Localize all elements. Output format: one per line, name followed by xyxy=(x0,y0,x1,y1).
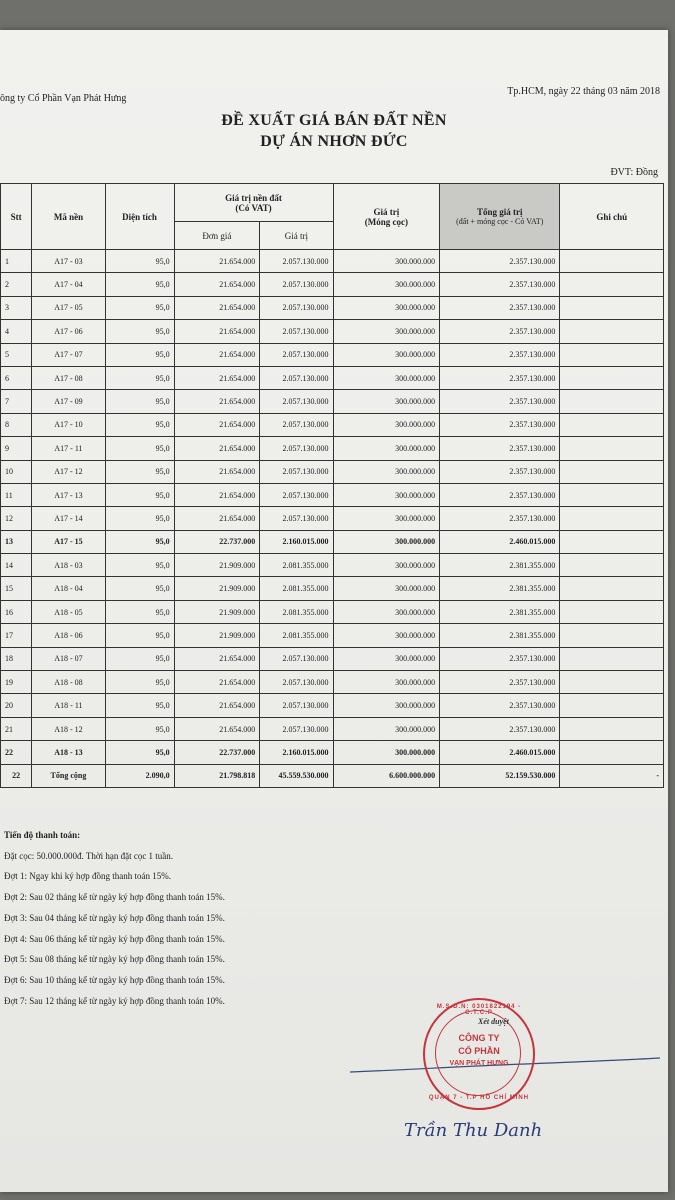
table-row xyxy=(1,437,664,460)
row-ma-nen: A17 - 06 xyxy=(32,320,105,343)
total-label: Tổng cộng xyxy=(32,764,105,787)
signer-name: Trần Thu Danh xyxy=(404,1120,543,1141)
row-don-gia: 21.654.000 xyxy=(174,671,260,694)
row-tong-gia-tri: 2.357.130.000 xyxy=(440,390,560,413)
row-ghi-chu xyxy=(560,717,664,740)
row-stt: 8 xyxy=(1,413,32,436)
row-don-gia: 21.654.000 xyxy=(174,250,260,273)
row-don-gia: 21.654.000 xyxy=(174,390,260,413)
row-mong-coc: 300.000.000 xyxy=(333,273,440,296)
row-dien-tich: 95,0 xyxy=(105,647,174,670)
row-stt: 22 xyxy=(1,741,32,764)
seal-ring-text: M.S.D.N: 0301822194 - C.T.C.P xyxy=(436,1004,522,1016)
row-dien-tich: 95,0 xyxy=(105,577,174,600)
row-stt: 9 xyxy=(1,437,32,460)
row-dien-tich: 95,0 xyxy=(105,717,174,740)
row-ghi-chu xyxy=(560,647,664,670)
row-mong-coc: 300.000.000 xyxy=(333,530,440,553)
row-dien-tich: 95,0 xyxy=(105,600,174,623)
row-ghi-chu xyxy=(560,366,664,389)
row-don-gia: 21.654.000 xyxy=(174,413,260,436)
row-don-gia: 21.654.000 xyxy=(174,694,260,717)
row-mong-coc: 300.000.000 xyxy=(333,577,440,600)
row-ma-nen: A18 - 07 xyxy=(32,647,105,670)
table-row xyxy=(1,741,664,764)
header-gia-tri: Giá trị xyxy=(260,222,333,250)
row-ghi-chu xyxy=(560,741,664,764)
row-mong-coc: 300.000.000 xyxy=(333,694,440,717)
row-ghi-chu xyxy=(560,507,664,530)
row-mong-coc: 300.000.000 xyxy=(333,717,440,740)
row-ghi-chu xyxy=(560,600,664,623)
row-don-gia: 21.654.000 xyxy=(174,647,260,670)
row-tong-gia-tri: 2.357.130.000 xyxy=(440,647,560,670)
seal-line-1: CÔNG TY xyxy=(458,1033,500,1043)
row-mong-coc: 300.000.000 xyxy=(333,507,440,530)
payment-line: Đợt 4: Sau 06 tháng kể từ ngày ký hợp đồng thanh toán 15%. xyxy=(4,933,225,944)
row-ghi-chu xyxy=(560,273,664,296)
row-tong-gia-tri: 2.460.015.000 xyxy=(440,741,560,764)
row-gia-tri: 2.057.130.000 xyxy=(260,250,333,273)
row-don-gia: 21.909.000 xyxy=(174,554,260,577)
row-dien-tich: 95,0 xyxy=(105,250,174,273)
table-row xyxy=(1,483,664,506)
row-gia-tri: 2.057.130.000 xyxy=(260,694,333,717)
table-row xyxy=(1,413,664,436)
row-ghi-chu xyxy=(560,460,664,483)
row-don-gia: 21.654.000 xyxy=(174,460,260,483)
row-ghi-chu xyxy=(560,343,664,366)
header-tong-gia-tri xyxy=(440,184,560,250)
row-mong-coc: 300.000.000 xyxy=(333,600,440,623)
table-row xyxy=(1,530,664,553)
row-tong-gia-tri: 2.357.130.000 xyxy=(440,671,560,694)
approval-label: Xét duyệt xyxy=(478,1017,509,1026)
table-row xyxy=(1,366,664,389)
row-ma-nen: A18 - 04 xyxy=(32,577,105,600)
row-don-gia: 21.654.000 xyxy=(174,343,260,366)
row-don-gia: 21.654.000 xyxy=(174,366,260,389)
row-gia-tri: 2.057.130.000 xyxy=(260,647,333,670)
row-ghi-chu xyxy=(560,694,664,717)
row-stt: 6 xyxy=(1,366,32,389)
price-table xyxy=(0,183,664,788)
row-dien-tich: 95,0 xyxy=(105,390,174,413)
header-mong-coc xyxy=(333,184,440,250)
row-don-gia: 21.654.000 xyxy=(174,437,260,460)
seal-ring-bottom: QUẬN 7 - T.P HỒ CHÍ MINH xyxy=(428,1095,530,1101)
row-tong-gia-tri: 2.357.130.000 xyxy=(440,460,560,483)
row-stt: 21 xyxy=(1,717,32,740)
row-ma-nen: A17 - 05 xyxy=(32,296,105,319)
company-seal xyxy=(423,998,535,1110)
total-mong-coc: 6.600.000.000 xyxy=(333,764,440,787)
table-row xyxy=(1,577,664,600)
row-don-gia: 22.737.000 xyxy=(174,741,260,764)
payment-line: Đợt 6: Sau 10 tháng kể từ ngày ký hợp đồng thanh toán 15%. xyxy=(4,974,225,985)
row-tong-gia-tri: 2.357.130.000 xyxy=(440,483,560,506)
row-tong-gia-tri: 2.357.130.000 xyxy=(440,273,560,296)
row-don-gia: 21.654.000 xyxy=(174,320,260,343)
row-don-gia: 22.737.000 xyxy=(174,530,260,553)
row-dien-tich: 95,0 xyxy=(105,554,174,577)
header-don-gia: Đơn giá xyxy=(174,222,260,250)
row-stt: 10 xyxy=(1,460,32,483)
row-ma-nen: A17 - 11 xyxy=(32,437,105,460)
row-mong-coc: 300.000.000 xyxy=(333,741,440,764)
total-ghi-chu: - xyxy=(560,764,664,787)
row-ghi-chu xyxy=(560,413,664,436)
row-ma-nen: A18 - 08 xyxy=(32,671,105,694)
row-dien-tich: 95,0 xyxy=(105,343,174,366)
row-gia-tri: 2.057.130.000 xyxy=(260,717,333,740)
row-dien-tich: 95,0 xyxy=(105,413,174,436)
date-line: Tp.HCM, ngày 22 tháng 03 năm 2018 xyxy=(507,86,660,97)
row-ma-nen: A17 - 09 xyxy=(32,390,105,413)
table-row xyxy=(1,624,664,647)
row-tong-gia-tri: 2.357.130.000 xyxy=(440,437,560,460)
row-ma-nen: A18 - 12 xyxy=(32,717,105,740)
row-stt: 2 xyxy=(1,273,32,296)
row-dien-tich: 95,0 xyxy=(105,671,174,694)
row-gia-tri: 2.057.130.000 xyxy=(260,320,333,343)
row-gia-tri: 2.057.130.000 xyxy=(260,437,333,460)
header-ma-nen: Mã nền xyxy=(32,184,105,250)
row-mong-coc: 300.000.000 xyxy=(333,390,440,413)
row-gia-tri: 2.057.130.000 xyxy=(260,390,333,413)
table-row xyxy=(1,390,664,413)
table-row xyxy=(1,343,664,366)
row-gia-tri: 2.057.130.000 xyxy=(260,460,333,483)
row-ma-nen: A17 - 04 xyxy=(32,273,105,296)
row-ma-nen: A17 - 13 xyxy=(32,483,105,506)
payment-schedule xyxy=(4,825,225,1011)
total-row xyxy=(1,764,664,787)
row-tong-gia-tri: 2.381.355.000 xyxy=(440,577,560,600)
table-row xyxy=(1,250,664,273)
row-stt: 20 xyxy=(1,694,32,717)
table-row xyxy=(1,717,664,740)
row-mong-coc: 300.000.000 xyxy=(333,320,440,343)
row-ghi-chu xyxy=(560,250,664,273)
row-stt: 16 xyxy=(1,600,32,623)
payment-line: Đợt 7: Sau 12 tháng kể từ ngày ký hợp đồng thanh toán 10%. xyxy=(4,995,225,1006)
row-stt: 19 xyxy=(1,671,32,694)
row-dien-tich: 95,0 xyxy=(105,694,174,717)
row-mong-coc: 300.000.000 xyxy=(333,250,440,273)
row-ma-nen: A18 - 03 xyxy=(32,554,105,577)
row-gia-tri: 2.081.355.000 xyxy=(260,600,333,623)
header-stt: Stt xyxy=(1,184,32,250)
row-gia-tri: 2.081.355.000 xyxy=(260,577,333,600)
payment-line: Đợt 5: Sau 08 tháng kể từ ngày ký hợp đồng thanh toán 15%. xyxy=(4,954,225,965)
seal-line-2: CỔ PHẦN xyxy=(458,1046,500,1056)
row-ma-nen: A17 - 15 xyxy=(32,530,105,553)
row-mong-coc: 300.000.000 xyxy=(333,460,440,483)
row-don-gia: 21.654.000 xyxy=(174,273,260,296)
row-stt: 12 xyxy=(1,507,32,530)
row-stt: 1 xyxy=(1,250,32,273)
table-row xyxy=(1,671,664,694)
row-ghi-chu xyxy=(560,577,664,600)
row-tong-gia-tri: 2.357.130.000 xyxy=(440,343,560,366)
header-gia-tri-nen-dat-label: Giá trị nền đất xyxy=(225,192,282,203)
row-dien-tich: 95,0 xyxy=(105,507,174,530)
row-dien-tich: 95,0 xyxy=(105,437,174,460)
row-tong-gia-tri: 2.357.130.000 xyxy=(440,694,560,717)
row-mong-coc: 300.000.000 xyxy=(333,437,440,460)
row-stt: 7 xyxy=(1,390,32,413)
table-row xyxy=(1,296,664,319)
row-mong-coc: 300.000.000 xyxy=(333,483,440,506)
row-stt: 14 xyxy=(1,554,32,577)
row-tong-gia-tri: 2.381.355.000 xyxy=(440,624,560,647)
table-row xyxy=(1,694,664,717)
row-gia-tri: 2.057.130.000 xyxy=(260,366,333,389)
row-ghi-chu xyxy=(560,671,664,694)
row-tong-gia-tri: 2.460.015.000 xyxy=(440,530,560,553)
payment-heading: Tiến độ thanh toán: xyxy=(4,830,81,840)
table-row xyxy=(1,600,664,623)
header-gia-tri-nen-dat xyxy=(174,184,333,222)
row-gia-tri: 2.057.130.000 xyxy=(260,343,333,366)
row-tong-gia-tri: 2.357.130.000 xyxy=(440,717,560,740)
row-ghi-chu xyxy=(560,483,664,506)
row-dien-tich: 95,0 xyxy=(105,320,174,343)
currency-unit: ĐVT: Đồng xyxy=(610,167,658,178)
row-tong-gia-tri: 2.357.130.000 xyxy=(440,413,560,436)
row-ghi-chu xyxy=(560,390,664,413)
row-ghi-chu xyxy=(560,530,664,553)
row-mong-coc: 300.000.000 xyxy=(333,343,440,366)
row-don-gia: 21.654.000 xyxy=(174,296,260,319)
row-ma-nen: A18 - 11 xyxy=(32,694,105,717)
row-don-gia: 21.909.000 xyxy=(174,600,260,623)
total-stt: 22 xyxy=(1,764,32,787)
row-tong-gia-tri: 2.357.130.000 xyxy=(440,250,560,273)
row-ma-nen: A17 - 08 xyxy=(32,366,105,389)
row-ma-nen: A17 - 12 xyxy=(32,460,105,483)
row-dien-tich: 95,0 xyxy=(105,366,174,389)
row-stt: 4 xyxy=(1,320,32,343)
header-dien-tich: Diện tích xyxy=(105,184,174,250)
row-ma-nen: A18 - 13 xyxy=(32,741,105,764)
row-stt: 15 xyxy=(1,577,32,600)
row-dien-tich: 95,0 xyxy=(105,530,174,553)
row-dien-tich: 95,0 xyxy=(105,741,174,764)
row-dien-tich: 95,0 xyxy=(105,483,174,506)
row-dien-tich: 95,0 xyxy=(105,624,174,647)
header-ghi-chu: Ghi chú xyxy=(560,184,664,250)
row-gia-tri: 2.081.355.000 xyxy=(260,624,333,647)
table-body xyxy=(1,250,664,788)
row-mong-coc: 300.000.000 xyxy=(333,624,440,647)
row-stt: 3 xyxy=(1,296,32,319)
total-don-gia: 21.798.818 xyxy=(174,764,260,787)
row-gia-tri: 2.057.130.000 xyxy=(260,296,333,319)
total-tong-gia-tri: 52.159.530.000 xyxy=(440,764,560,787)
table-row xyxy=(1,273,664,296)
row-tong-gia-tri: 2.357.130.000 xyxy=(440,320,560,343)
payment-line: Đợt 2: Sau 02 tháng kể từ ngày ký hợp đồng thanh toán 15%. xyxy=(4,892,225,903)
row-ma-nen: A17 - 07 xyxy=(32,343,105,366)
document-page xyxy=(0,30,668,1192)
row-gia-tri: 2.057.130.000 xyxy=(260,413,333,436)
row-ghi-chu xyxy=(560,554,664,577)
payment-line: Đặt cọc: 50.000.000đ. Thời hạn đặt cọc 1 tuần. xyxy=(4,850,174,861)
row-ma-nen: A17 - 10 xyxy=(32,413,105,436)
row-gia-tri: 2.057.130.000 xyxy=(260,507,333,530)
row-gia-tri: 2.160.015.000 xyxy=(260,741,333,764)
project-title: DỰ ÁN NHƠN ĐỨC xyxy=(260,133,408,150)
row-stt: 18 xyxy=(1,647,32,670)
row-ghi-chu xyxy=(560,320,664,343)
row-ma-nen: A18 - 05 xyxy=(32,600,105,623)
row-mong-coc: 300.000.000 xyxy=(333,296,440,319)
row-mong-coc: 300.000.000 xyxy=(333,366,440,389)
row-gia-tri: 2.081.355.000 xyxy=(260,554,333,577)
row-don-gia: 21.654.000 xyxy=(174,717,260,740)
row-don-gia: 21.909.000 xyxy=(174,577,260,600)
row-tong-gia-tri: 2.381.355.000 xyxy=(440,554,560,577)
row-gia-tri: 2.057.130.000 xyxy=(260,671,333,694)
row-ma-nen: A17 - 03 xyxy=(32,250,105,273)
table-row xyxy=(1,507,664,530)
row-don-gia: 21.909.000 xyxy=(174,624,260,647)
row-stt: 11 xyxy=(1,483,32,506)
row-gia-tri: 2.160.015.000 xyxy=(260,530,333,553)
row-gia-tri: 2.057.130.000 xyxy=(260,273,333,296)
total-gia-tri: 45.559.530.000 xyxy=(260,764,333,787)
table-row xyxy=(1,320,664,343)
row-gia-tri: 2.057.130.000 xyxy=(260,483,333,506)
payment-line: Đợt 1: Ngay khi ký hợp đồng thanh toán 15%. xyxy=(4,871,172,882)
row-ma-nen: A18 - 06 xyxy=(32,624,105,647)
document-title: ĐỀ XUẤT GIÁ BÁN ĐẤT NỀN xyxy=(221,112,447,129)
row-stt: 17 xyxy=(1,624,32,647)
table-row xyxy=(1,647,664,670)
row-dien-tich: 95,0 xyxy=(105,296,174,319)
header-mong-coc-label: Giá trị xyxy=(373,206,400,217)
row-mong-coc: 300.000.000 xyxy=(333,647,440,670)
row-stt: 5 xyxy=(1,343,32,366)
row-mong-coc: 300.000.000 xyxy=(333,554,440,577)
header-tong-gia-tri-sub: (đất + móng cọc - Có VAT) xyxy=(456,217,544,226)
table-row xyxy=(1,554,664,577)
row-dien-tich: 95,0 xyxy=(105,273,174,296)
row-don-gia: 21.654.000 xyxy=(174,507,260,530)
row-ghi-chu xyxy=(560,437,664,460)
row-ghi-chu xyxy=(560,624,664,647)
row-dien-tich: 95,0 xyxy=(105,460,174,483)
row-don-gia: 21.654.000 xyxy=(174,483,260,506)
payment-line: Đợt 3: Sau 04 tháng kể từ ngày ký hợp đồng thanh toán 15%. xyxy=(4,912,225,923)
row-tong-gia-tri: 2.357.130.000 xyxy=(440,296,560,319)
total-dien-tich: 2.090,0 xyxy=(105,764,174,787)
company-name: ông ty Cổ Phần Vạn Phát Hưng xyxy=(0,93,127,104)
header-mong-coc-sub: (Móng cọc) xyxy=(364,216,408,227)
row-stt: 13 xyxy=(1,530,32,553)
row-ghi-chu xyxy=(560,296,664,319)
header-co-vat: (Có VAT) xyxy=(235,202,272,213)
seal-line-3: VẠN PHÁT HƯNG xyxy=(449,1060,509,1067)
table-row xyxy=(1,460,664,483)
row-mong-coc: 300.000.000 xyxy=(333,413,440,436)
row-tong-gia-tri: 2.381.355.000 xyxy=(440,600,560,623)
row-tong-gia-tri: 2.357.130.000 xyxy=(440,507,560,530)
header-tong-gia-tri-label: Tổng giá trị xyxy=(477,207,523,217)
row-mong-coc: 300.000.000 xyxy=(333,671,440,694)
row-ma-nen: A17 - 14 xyxy=(32,507,105,530)
row-tong-gia-tri: 2.357.130.000 xyxy=(440,366,560,389)
